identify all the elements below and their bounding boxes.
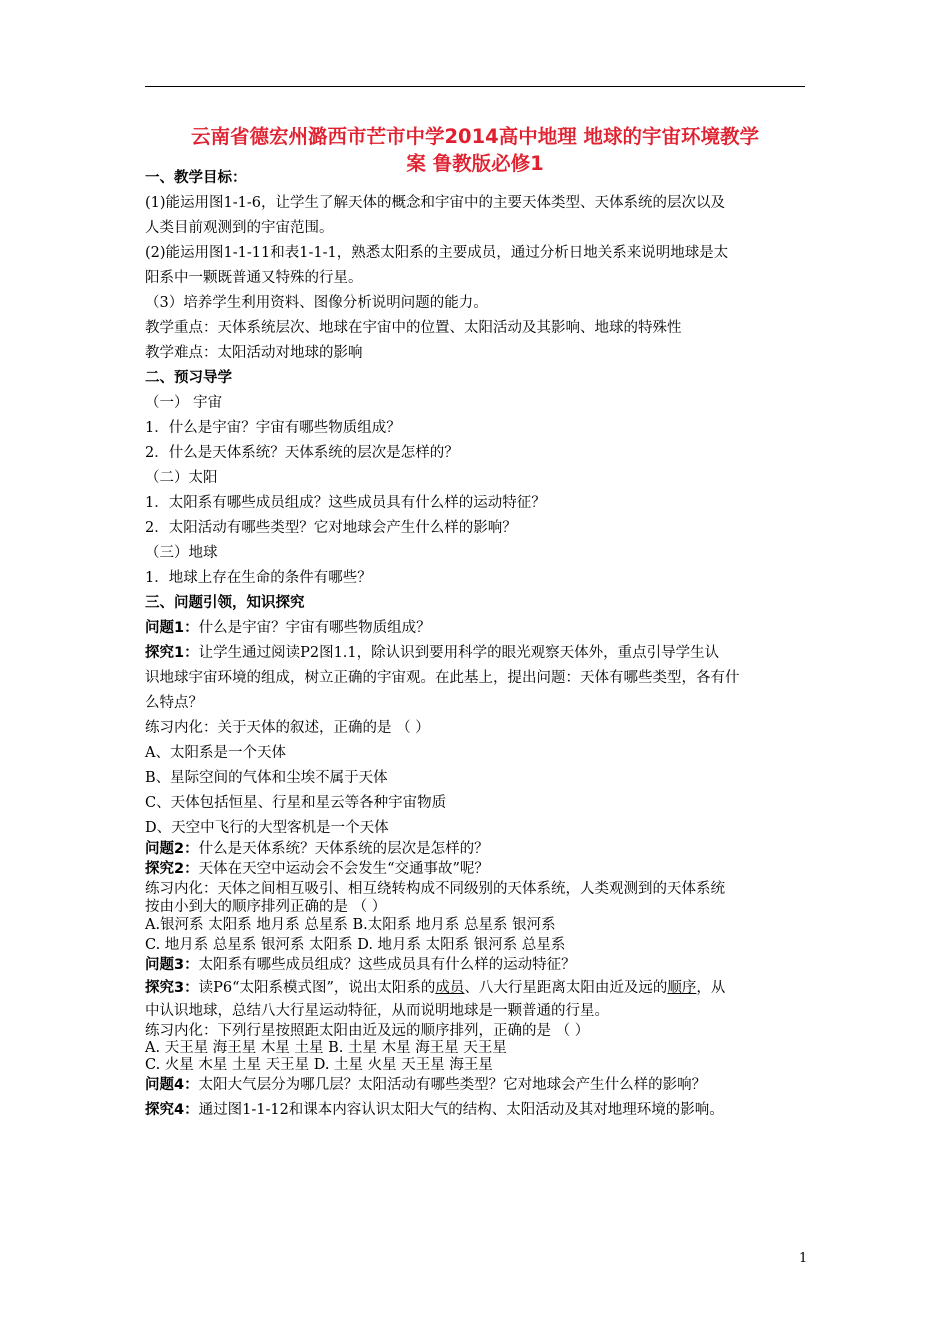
title-line-1: 云南省德宏州潞西市芒市中学2014高中地理 地球的宇宙环境教学 [190, 125, 760, 148]
text-line [145, 293, 488, 313]
line-text: （一） 宇宙 [145, 395, 223, 411]
line-text: C. 地月系 总星系 银河系 太阳系 D. 地月系 太阳系 银河系 总星系 [145, 937, 566, 953]
underlined-term: 顺序 [667, 980, 697, 996]
line-text: 什么是宇宙？宇宙有哪些物质组成？ [198, 620, 431, 636]
text-line [145, 839, 489, 859]
line-text: 练习内化：关于天体的叙述，正确的是 （ ） [145, 720, 430, 736]
line-text: 天体在天空中运动会不会发生“交通事故”呢？ [198, 861, 489, 877]
text-line [145, 493, 546, 513]
text-line [145, 268, 363, 288]
line-text: 人类目前观测到的宇宙范围。 [145, 220, 334, 236]
line-text: 1．地球上存在生命的条件有哪些？ [145, 570, 372, 586]
text-line [145, 318, 682, 338]
text-line [145, 743, 286, 763]
line-text: 什么是天体系统？天体系统的层次是怎样的？ [198, 841, 489, 857]
line-text: 2．太阳活动有哪些类型？它对地球会产生什么样的影响？ [145, 520, 517, 536]
line-text: 三、问题引领，知识探究 [145, 595, 305, 611]
line-text: 1．什么是宇宙？宇宙有哪些物质组成？ [145, 420, 401, 436]
text-line [145, 418, 401, 438]
question-label: 问题3： [145, 957, 199, 973]
question-label: 探究3： [145, 980, 199, 996]
question-label: 探究1： [145, 645, 199, 661]
line-text: A、太阳系是一个天体 [145, 745, 286, 761]
line-text: 让学生通过阅读P2图1.1，除认识到要用科学的眼光观察天体外，重点引导学生认 [198, 645, 720, 661]
text-segment: 读P6“太阳系模式图”，说出太阳系的 [198, 980, 436, 996]
line-text: 阳系中一颗既普通又特殊的行星。 [145, 270, 363, 286]
line-text: (2)能运用图1-1-11和表1-1-1，熟悉太阳系的主要成员，通过分析日地关系来说明地球是太 [145, 245, 729, 261]
line-text: 中认识地球，总结八大行星运动特征，从而说明地球是一颗普通的行星。 [145, 1003, 609, 1019]
line-text: 教学重点：天体系统层次、地球在宇宙中的位置、太阳活动及其影响、地球的特殊性 [145, 320, 682, 336]
line-text: 太阳大气层分为哪几层？太阳活动有哪些类型？它对地球会产生什么样的影响？ [198, 1077, 707, 1093]
question-label: 探究2： [145, 861, 199, 877]
question-label: 问题1： [145, 620, 199, 636]
text-line [145, 915, 556, 935]
text-line [145, 1075, 706, 1095]
text-line [145, 1001, 609, 1021]
text-line [145, 443, 459, 463]
line-text: B、星际空间的气体和尘埃不属于天体 [145, 770, 388, 786]
page-number: 1 [799, 1251, 808, 1266]
line-text: 二、预习导学 [145, 370, 232, 386]
line-text: D、天空中飞行的大型客机是一个天体 [145, 820, 389, 836]
text-line [145, 718, 430, 738]
question-label: 问题4： [145, 1077, 199, 1093]
title-line-2: 案 鲁教版必修1 [406, 152, 544, 175]
line-text: C. 火星 木星 土星 天王星 D. 土星 火星 天王星 海王星 [145, 1057, 493, 1073]
text-line [145, 543, 218, 563]
line-text: 识地球宇宙环境的组成，树立正确的宇宙观。在此基上，提出问题：天体有哪些类型，各有什 [145, 670, 740, 686]
text-line [145, 468, 218, 488]
line-text: （三）地球 [145, 545, 218, 561]
text-line [145, 793, 446, 813]
text-line [145, 955, 576, 975]
text-line [145, 568, 372, 588]
text-line [145, 897, 386, 917]
section-heading [145, 368, 232, 388]
line-text: 教学难点：太阳活动对地球的影响 [145, 345, 363, 361]
question-label: 探究4： [145, 1102, 199, 1118]
text-segment: 、八大行星距离太阳由近及远的 [464, 980, 668, 996]
text-line [145, 1055, 493, 1075]
text-line [145, 935, 565, 955]
text-line [145, 193, 725, 213]
text-line [145, 643, 719, 663]
text-line [145, 518, 517, 538]
text-line [145, 243, 728, 263]
line-text: 通过图1-1-12和课本内容认识太阳大气的结构、太阳活动及其对地理环境的影响。 [198, 1102, 724, 1118]
text-line [145, 818, 389, 838]
line-text: (1)能运用图1-1-6，让学生了解天体的概念和宇宙中的主要天体类型、天体系统的层次以及 [145, 195, 726, 211]
line-text: 么特点？ [145, 695, 203, 711]
line-text: 2．什么是天体系统？天体系统的层次是怎样的？ [145, 445, 459, 461]
question-label: 问题2： [145, 841, 199, 857]
section-heading [145, 168, 247, 188]
text-line [145, 218, 334, 238]
line-text: 太阳系有哪些成员组成？这些成员具有什么样的运动特征？ [198, 957, 576, 973]
text-line [145, 693, 203, 713]
text-line [145, 668, 740, 688]
line-text: （二）太阳 [145, 470, 218, 486]
text-line [145, 879, 725, 899]
line-text: A. 天王星 海王星 木星 土星 B. 土星 木星 海王星 天王星 [145, 1040, 507, 1056]
text-line [145, 393, 222, 413]
text-line [145, 859, 489, 879]
line-text: 一、教学目标： [145, 170, 247, 186]
text-segment: ，从 [696, 980, 726, 996]
line-text: （3）培养学生利用资料、图像分析说明问题的能力。 [145, 295, 488, 311]
line-text: 按由小到大的顺序排列正确的是 （ ） [145, 899, 387, 915]
text-line [145, 343, 363, 363]
line-text: C、天体包括恒星、行星和星云等各种宇宙物质 [145, 795, 447, 811]
header-rule [145, 86, 805, 87]
text-line [145, 1100, 724, 1120]
text-line [145, 768, 388, 788]
line-text: 1．太阳系有哪些成员组成？这些成员具有什么样的运动特征？ [145, 495, 546, 511]
line-text: A.银河系 太阳系 地月系 总星系 B.太阳系 地月系 总星系 银河系 [145, 917, 556, 933]
line-text: 练习内化：下列行星按照距太阳由近及远的顺序排列，正确的是 （ ） [145, 1023, 590, 1039]
section-heading [145, 593, 305, 613]
text-line [145, 618, 431, 638]
underlined-term: 成员 [435, 980, 465, 996]
text-line [145, 978, 725, 998]
line-text: 练习内化：天体之间相互吸引、相互绕转构成不同级别的天体系统，人类观测到的天体系统 [145, 881, 725, 897]
